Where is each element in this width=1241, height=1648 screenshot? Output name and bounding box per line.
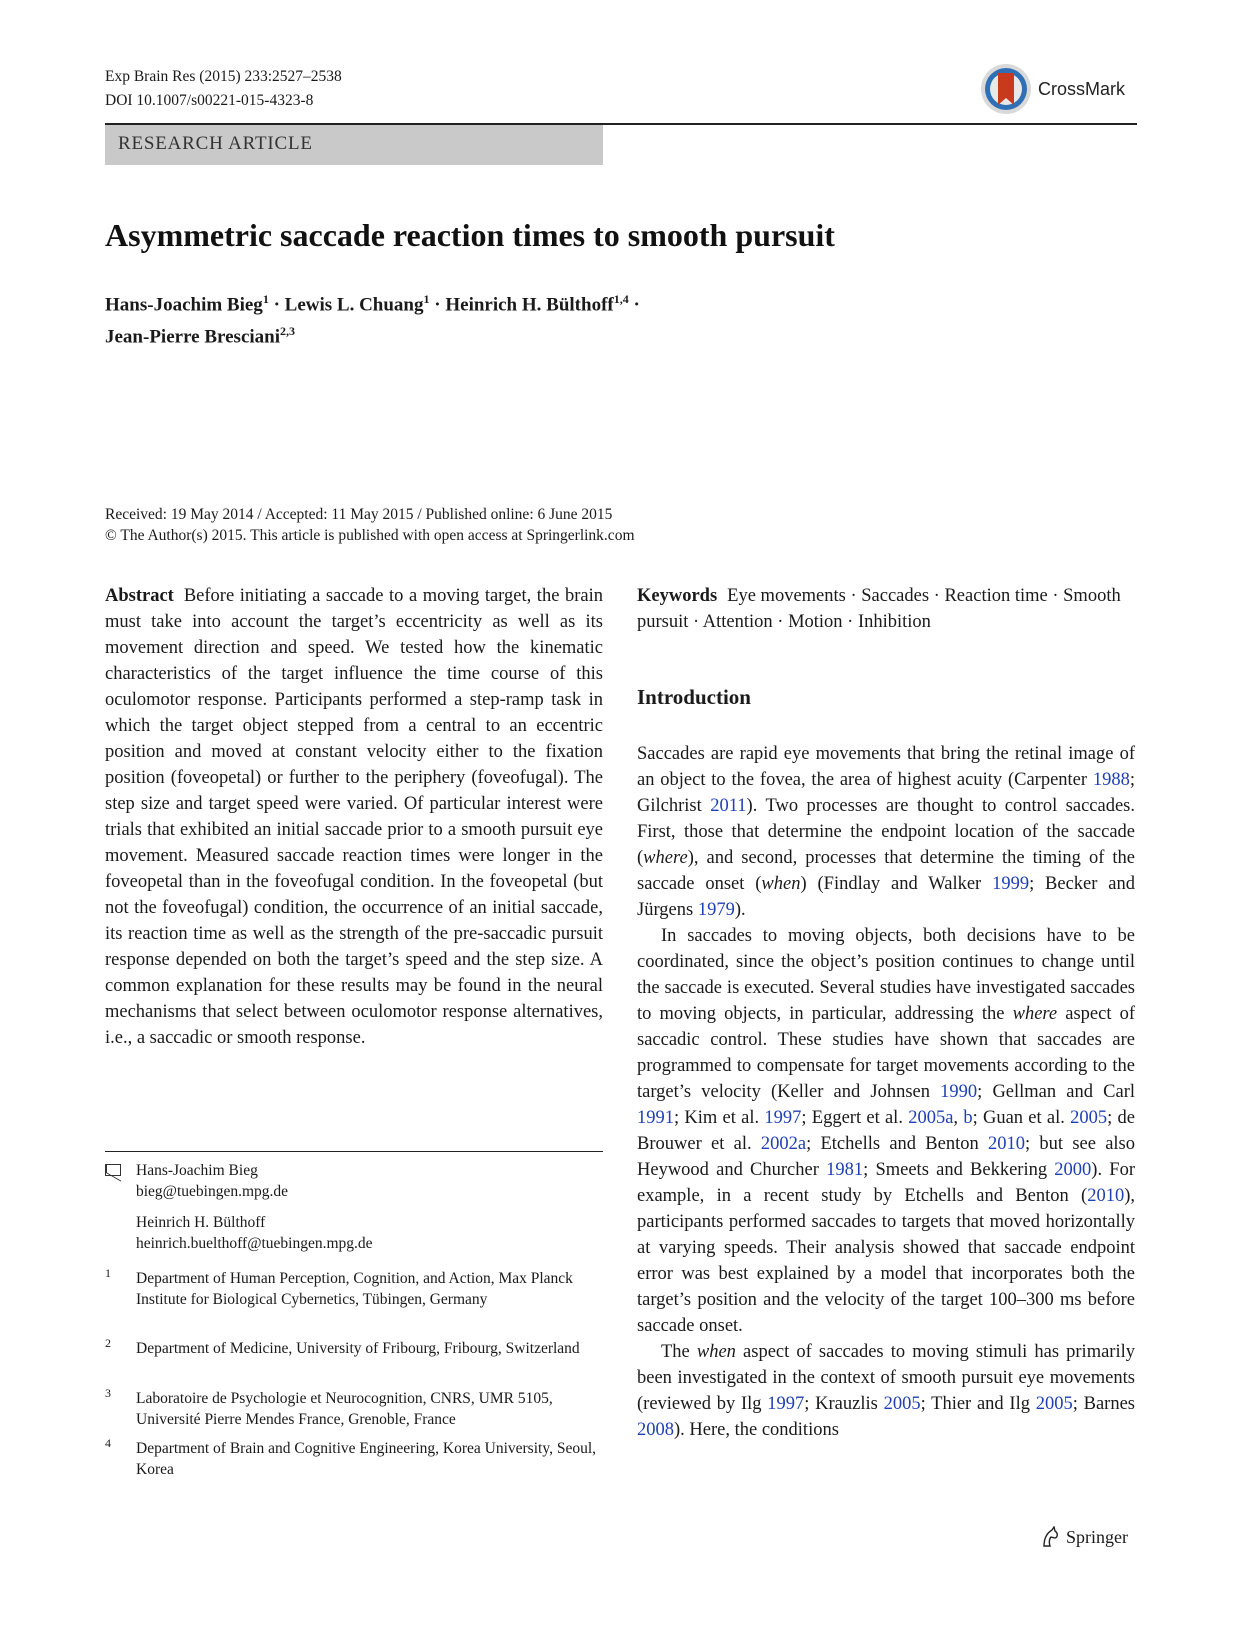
keywords-text: Eye movements · Saccades · Reaction time · Smooth pursuit · Attention · Motion · Inhibition xyxy=(637,586,1121,632)
author-name: Heinrich H. Bülthoff xyxy=(445,294,614,316)
doi: DOI 10.1007/s00221-015-4323-8 xyxy=(105,92,314,109)
body-text: ; Becker and Jürgens xyxy=(637,874,1135,920)
author-affiliation: 1 xyxy=(262,292,269,306)
citation-link[interactable]: b xyxy=(963,1108,973,1128)
body-text: ). Two processes are thought to control saccades. First, those that determine the endpoint location of the saccade ( xyxy=(637,796,1135,868)
publication-dates xyxy=(105,504,635,546)
body-text: ; Guan et al. xyxy=(972,1108,1071,1128)
copyright-line: © The Author(s) 2015. This article is published with open access at Springerlink.com xyxy=(105,527,635,544)
author-list: Hans-Joachim Bieg$^1$ · Lewis L. Chuang$^1$ · Heinrich H. Bülthoff$^{1,4}$ · Jean-Pierre Bresciani$^{2,3}$ xyxy=(105,292,640,348)
citation-link[interactable]: 1991 xyxy=(637,1108,674,1128)
citation-link[interactable]: 2005 xyxy=(883,1394,921,1414)
article-title: Asymmetric saccade reaction times to smooth pursuit xyxy=(105,217,835,253)
affiliation-text: Department of Brain and Cognitive Engineering, Korea University, Seoul, Korea xyxy=(136,1440,597,1478)
citation-link[interactable]: 2008 xyxy=(637,1420,674,1440)
contact-email[interactable]: heinrich.buelthoff@tuebingen.mpg.de xyxy=(136,1235,373,1252)
affiliation-text: Department of Medicine, University of Fribourg, Fribourg, Switzerland xyxy=(136,1340,580,1357)
contact-name: Hans-Joachim Bieg xyxy=(136,1162,258,1179)
emphasis-text: when xyxy=(696,1342,736,1362)
citation-link[interactable]: 2002a xyxy=(760,1134,807,1154)
body-text: ). xyxy=(734,900,746,920)
received-accepted-published: Received: 19 May 2014 / Accepted: 11 May 2015 / Published online: 6 June 2015 xyxy=(105,506,613,523)
body-text: ; Gellman and Carl xyxy=(977,1082,1135,1102)
body-text: Saccades are rapid eye movements that bring the retinal image of an object to the fovea, the area of highest acuity (Carpenter xyxy=(637,744,1135,790)
body-text: ), and second, processes that determine the timing of the saccade onset ( xyxy=(637,848,1135,894)
journal-reference: Exp Brain Res (2015) 233:2527–2538 xyxy=(105,68,342,85)
affiliation-number: 2 xyxy=(105,1336,111,1350)
keywords xyxy=(637,583,1135,635)
author-affiliation: 1 xyxy=(423,292,430,306)
introduction-heading: Introduction xyxy=(637,685,751,709)
body-text: In saccades to moving objects, both decisions have to be coordinated, since the object’s position continues to change until the saccade is executed. Several studies have investigated saccades to moving objects, in particular, addressing the xyxy=(637,926,1135,1024)
citation-link[interactable]: 1999 xyxy=(992,874,1030,894)
body-text: aspect of saccades to moving stimuli has primarily been investigated in the context of smooth pursuit eye movements (reviewed by Ilg xyxy=(637,1342,1135,1414)
affiliation-number: 4 xyxy=(105,1436,111,1450)
article-type-banner: RESEARCH ARTICLE xyxy=(105,125,603,165)
citation-link[interactable]: 2011 xyxy=(710,796,747,816)
emphasis-text: where xyxy=(1012,1004,1058,1024)
body-text: aspect of saccadic control. These studies have shown that saccades are programmed to compensate for target movements according to the target’s velocity (Keller and Johnsen xyxy=(637,1004,1135,1102)
intro-paragraph-2 xyxy=(637,923,1135,1339)
journal-citation xyxy=(105,65,342,113)
body-text: ) (Findlay and Walker xyxy=(800,874,993,894)
intro-paragraph-1 xyxy=(637,741,1135,923)
crossmark-badge[interactable] xyxy=(980,60,1140,118)
abstract xyxy=(105,583,603,1051)
author-name: Hans-Joachim Bieg xyxy=(105,294,263,316)
citation-link[interactable]: 1988 xyxy=(1092,770,1130,790)
body-text: ). Here, the conditions xyxy=(674,1420,839,1440)
citation-link[interactable]: 2005 xyxy=(1070,1108,1108,1128)
body-text: ), participants performed saccades to targets that moved horizontally at varying speeds. Their analysis showed that saccade endpoint error was best explained by a model that incorporates both the target’s position and the velocity of the target 100–300 ms before saccade onset. xyxy=(637,1186,1135,1336)
body-text: ). For example, in a recent study by Etchells and Benton ( xyxy=(637,1160,1135,1206)
author-name: Jean-Pierre Bresciani xyxy=(105,326,280,348)
body-text: ; Etchells and Benton xyxy=(806,1134,989,1154)
body-text: ; Krauzlis xyxy=(804,1394,884,1414)
citation-link[interactable]: 1979 xyxy=(697,900,735,920)
contact-name: Heinrich H. Bülthoff xyxy=(136,1214,266,1231)
citation-link[interactable]: 2010 xyxy=(988,1134,1026,1154)
springer-horse-icon xyxy=(1040,1526,1060,1548)
footnote-rule xyxy=(105,1151,603,1152)
emphasis-text: when xyxy=(761,874,801,894)
affiliation-text: Department of Human Perception, Cognition, and Action, Max Planck Institute for Biological Cybernetics, Tübingen, Germany xyxy=(136,1270,573,1308)
abstract-label: Abstract xyxy=(105,586,174,606)
body-text: ; de Brouwer et al. xyxy=(637,1108,1135,1154)
citation-link[interactable]: 1990 xyxy=(940,1082,978,1102)
affiliation-number: 1 xyxy=(105,1266,111,1280)
crossmark-icon xyxy=(980,63,1032,115)
corresponding-author-2 xyxy=(136,1212,373,1254)
citation-link[interactable]: 2005a xyxy=(908,1108,954,1128)
citation-link[interactable]: 1997 xyxy=(767,1394,805,1414)
author-affiliation: 2,3 xyxy=(280,324,295,339)
body-text: , xyxy=(953,1108,964,1128)
introduction-body xyxy=(637,741,1135,1443)
body-text: ; Smeets and Bekkering xyxy=(863,1160,1055,1180)
keywords-label: Keywords xyxy=(637,586,718,606)
citation-link[interactable]: 2005 xyxy=(1035,1394,1073,1414)
body-text: ; Barnes xyxy=(1072,1394,1135,1414)
body-text: ; Eggert et al. xyxy=(801,1108,909,1128)
abstract-text: Before initiating a saccade to a moving target, the brain must take into account the target’s eccentricity as well as its movement direction and speed. We tested how the kinematic characteristics of the target influence the time course of this oculomotor response. Participants performed a step-ramp task in which the target object stepped from a central to an eccentric position and moved at constant velocity either to the fixation position (foveopetal) or further to the periphery (foveofugal). The step size and target speed were varied. Of particular interest were trials that exhibited an initial saccade prior to a smooth pursuit eye movement. Measured saccade reaction times were longer in the foveopetal than in the foveofugal condition. In the foveopetal (but not the foveofugal) condition, the occurrence of an initial saccade, its reaction time as well as the strength of the pre-saccadic pursuit response depended on both the target’s speed and the step size. A common explanation for these results may be found in the neural mechanisms that select between oculomotor response alternatives, i.e., a saccadic or smooth response. xyxy=(105,586,603,1048)
body-text: The xyxy=(661,1342,697,1362)
citation-link[interactable]: 2000 xyxy=(1054,1160,1092,1180)
citation-link[interactable]: 1997 xyxy=(764,1108,802,1128)
body-text: ; but see also Heywood and Churcher xyxy=(637,1134,1136,1180)
affiliation-text: Laboratoire de Psychologie et Neurocognition, CNRS, UMR 5105, Université Pierre Mendes France, Grenoble, France xyxy=(136,1390,553,1428)
body-text: ; Kim et al. xyxy=(674,1108,765,1128)
emphasis-text: where xyxy=(643,848,688,868)
author-name: Lewis L. Chuang xyxy=(284,294,424,316)
publisher-name: Springer xyxy=(1066,1526,1128,1547)
publisher-logo xyxy=(1040,1526,1128,1548)
intro-paragraph-3 xyxy=(637,1339,1135,1443)
envelope-icon xyxy=(105,1164,121,1176)
citation-link[interactable]: 1981 xyxy=(826,1160,864,1180)
body-text: ; Thier and Ilg xyxy=(920,1394,1036,1414)
corresponding-author-1 xyxy=(136,1160,288,1202)
crossmark-label: CrossMark xyxy=(1038,78,1126,99)
contact-email[interactable]: bieg@tuebingen.mpg.de xyxy=(136,1183,289,1200)
body-text: ; Gilchrist xyxy=(637,770,1135,816)
citation-link[interactable]: 2010 xyxy=(1087,1186,1125,1206)
author-affiliation: 1,4 xyxy=(613,292,629,306)
affiliation-number: 3 xyxy=(105,1386,111,1400)
